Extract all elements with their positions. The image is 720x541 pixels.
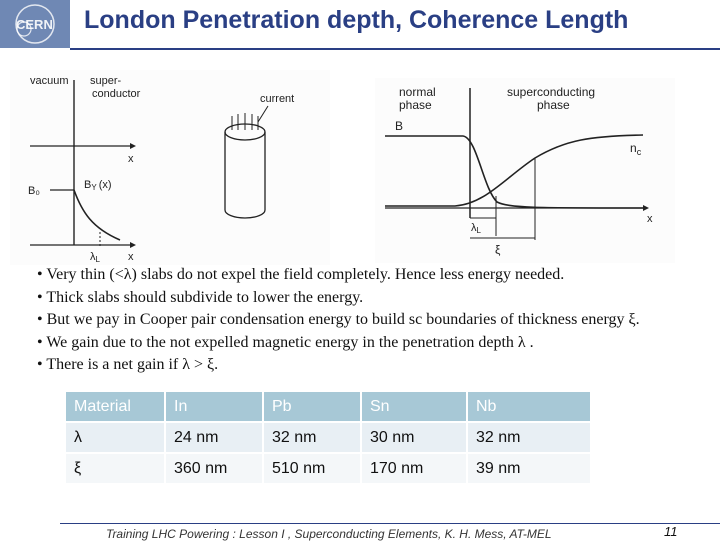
lambda-l-label-right: λL bbox=[471, 222, 481, 235]
table-cell: ξ bbox=[66, 454, 166, 485]
footer-text: Training LHC Powering : Lesson I , Superconducting Elements, K. H. Mess, AT-MEL bbox=[106, 527, 552, 541]
current-label: current bbox=[260, 93, 295, 105]
x-label: x bbox=[647, 213, 653, 225]
super-label: super- bbox=[90, 75, 122, 87]
header-cell-nb: Nb bbox=[468, 392, 592, 423]
table-cell: 24 nm bbox=[166, 423, 264, 454]
header-cell-in: In bbox=[166, 392, 264, 423]
cern-logo-icon bbox=[2, 2, 68, 46]
nc-label: $n_c$ bbox=[630, 141, 642, 157]
table-cell: λ bbox=[66, 423, 166, 454]
by-label: BY (x) bbox=[84, 179, 112, 192]
header-rule bbox=[70, 48, 720, 50]
table-row bbox=[66, 423, 592, 454]
upper-x-label: x bbox=[128, 153, 134, 165]
table-header-row bbox=[66, 392, 592, 423]
table-cell: 360 nm bbox=[166, 454, 264, 485]
table-row bbox=[66, 454, 592, 485]
table-cell: 30 nm bbox=[362, 423, 468, 454]
table-cell: 39 nm bbox=[468, 454, 592, 485]
bullet-item: • There is a net gain if λ > ξ. bbox=[37, 356, 219, 373]
table-cell: 32 nm bbox=[468, 423, 592, 454]
bullet-item: • Very thin (<λ) slabs do not expel the field completely. Hence less energy needed. bbox=[37, 266, 565, 283]
materials-table bbox=[66, 392, 592, 485]
header-cell-sn: Sn bbox=[362, 392, 468, 423]
cern-logo bbox=[0, 0, 70, 48]
bullet-item: • We gain due to the not expelled magnetic energy in the penetration depth λ . bbox=[37, 333, 534, 351]
b0-label: B₀ bbox=[28, 185, 40, 197]
normal-label: normal bbox=[399, 85, 436, 99]
penetration-figure bbox=[10, 70, 330, 265]
table-cell: 510 nm bbox=[264, 454, 362, 485]
xi-label: ξ bbox=[495, 243, 501, 257]
table-cell: 170 nm bbox=[362, 454, 468, 485]
page-number: 11 bbox=[664, 524, 678, 539]
table-cell: 32 nm bbox=[264, 423, 362, 454]
lower-x-label: x bbox=[128, 251, 134, 263]
slide-title: London Penetration depth, Coherence Length bbox=[84, 6, 629, 34]
phase-label-2: phase bbox=[537, 98, 570, 112]
bullet-item: • Thick slabs should subdivide to lower the energy. bbox=[37, 288, 364, 306]
phase-label-1: phase bbox=[399, 98, 432, 112]
bullet-list bbox=[37, 264, 677, 377]
conductor-label: conductor bbox=[92, 88, 141, 100]
header-cell-material: Material bbox=[66, 392, 166, 423]
coherence-figure bbox=[375, 78, 675, 263]
svg-text:CERN: CERN bbox=[16, 17, 53, 32]
footer-rule bbox=[60, 523, 720, 524]
superconducting-label: superconducting bbox=[507, 85, 596, 99]
vacuum-label: vacuum bbox=[30, 75, 69, 87]
lambda-l-label: λL bbox=[90, 251, 100, 264]
b-label: B bbox=[395, 119, 404, 133]
header-cell-pb: Pb bbox=[264, 392, 362, 423]
bullet-item: • But we pay in Cooper pair condensation energy to build sc boundaries of thickness energy ξ. bbox=[37, 311, 640, 328]
